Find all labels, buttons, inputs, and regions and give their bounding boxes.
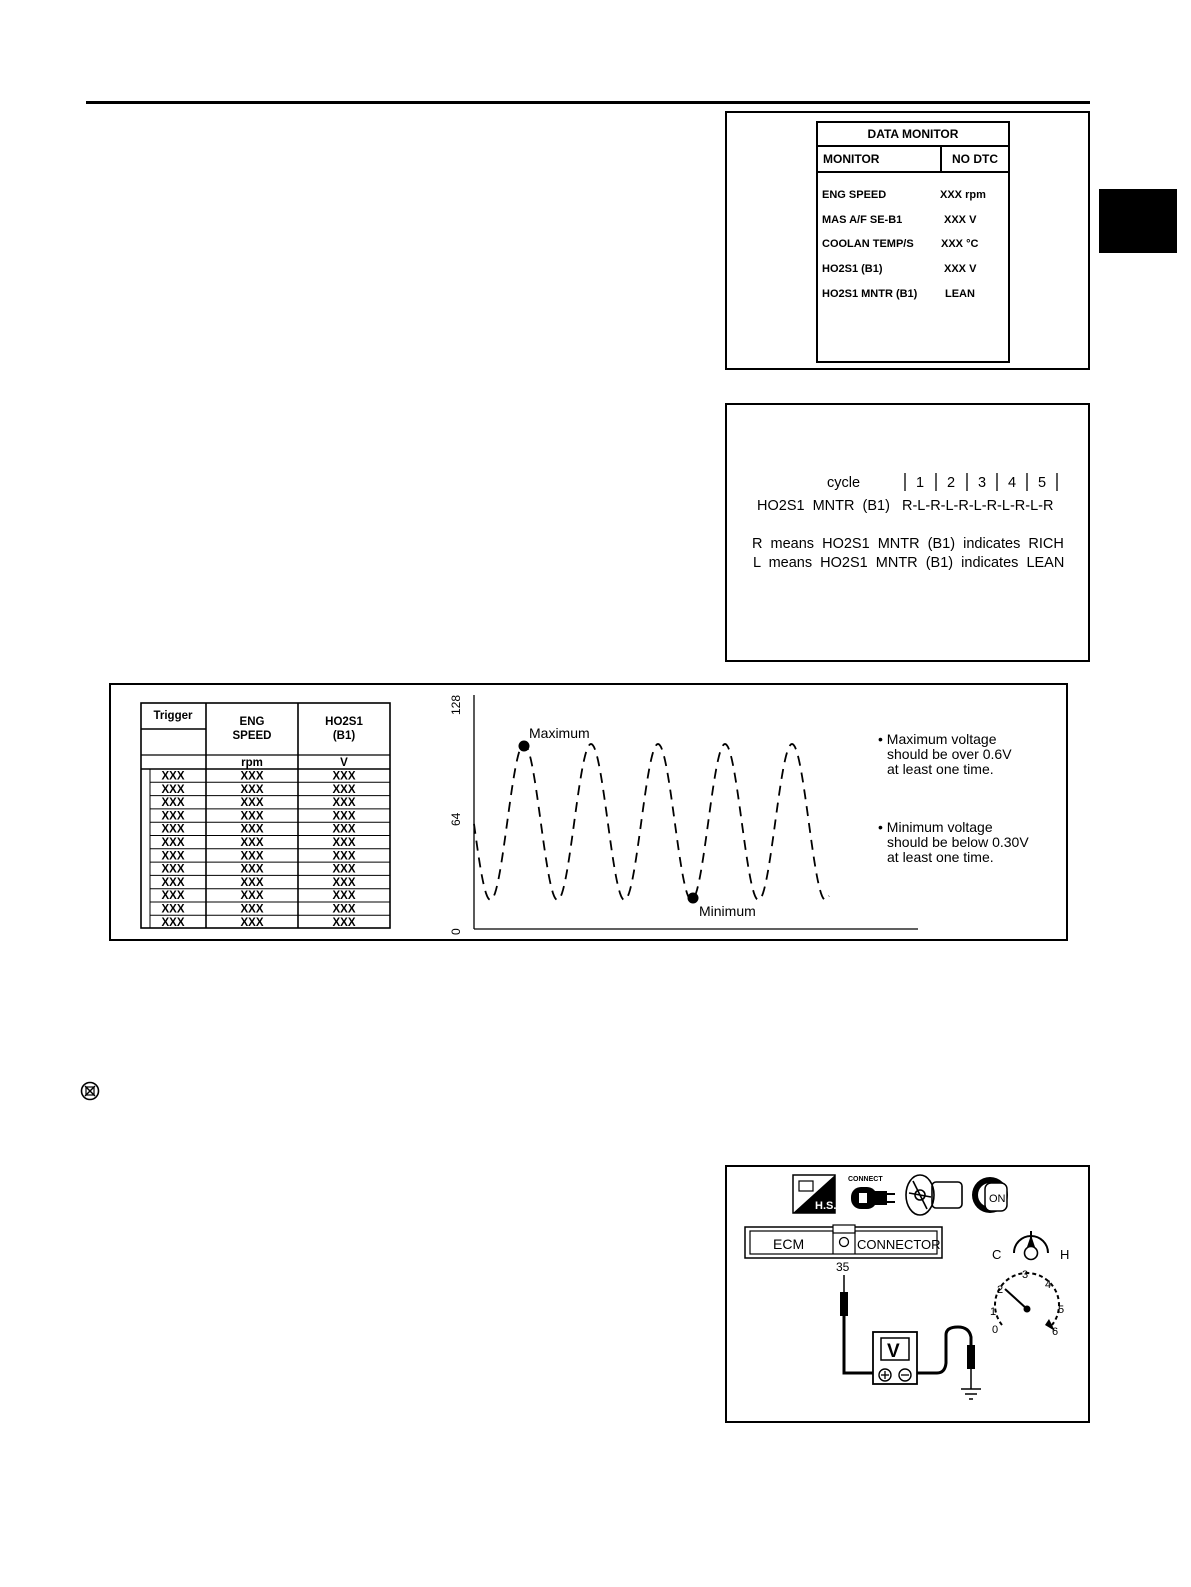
minimum-label: Minimum	[699, 903, 756, 919]
maximum-label: Maximum	[529, 725, 590, 741]
tach-number: 0	[992, 1324, 999, 1336]
waveform-chart	[111, 685, 1066, 939]
connect-plug-icon	[848, 1176, 895, 1209]
table-cell: XXX	[332, 890, 356, 903]
cycle-number: 4	[1008, 475, 1017, 491]
data-monitor-figure	[725, 111, 1090, 370]
temp-cold-label: C	[992, 1247, 1002, 1262]
y-tick-label: 64	[449, 812, 463, 826]
cycle-number: 1	[916, 475, 925, 491]
monitor-column-header: MONITOR	[818, 147, 942, 173]
y-tick-label: 0	[449, 928, 463, 935]
table-cell: XXX	[240, 903, 264, 916]
table-cell: XXX	[161, 876, 185, 889]
tach-number: 5	[1058, 1304, 1065, 1316]
tach-number: 3	[1022, 1269, 1029, 1281]
ho2s1-header: HO2S1	[325, 716, 363, 728]
maximum-point	[519, 741, 530, 752]
tach-number: 2	[997, 1284, 1004, 1296]
table-cell: XXX	[332, 783, 356, 796]
cycle-number: 3	[978, 475, 987, 491]
table-cell: XXX	[161, 810, 185, 823]
rich-definition: R means HO2S1 MNTR (B1) indicates RICH	[752, 536, 1064, 552]
monitor-row	[822, 214, 1004, 232]
section-tab-marker	[1099, 189, 1177, 253]
table-cell: XXX	[161, 783, 185, 796]
table-cell: XXX	[240, 783, 264, 796]
table-cell: XXX	[332, 850, 356, 863]
freeze-frame-waveform-figure	[109, 683, 1068, 941]
table-cell: XXX	[161, 890, 185, 903]
table-cell: XXX	[240, 890, 264, 903]
table-cell: XXX	[161, 837, 185, 849]
min-voltage-note: at least one time.	[887, 849, 994, 865]
ecm-connector	[745, 1225, 942, 1258]
tach-number: 6	[1052, 1326, 1059, 1338]
max-voltage-note: at least one time.	[887, 761, 994, 777]
cycle-label: cycle	[827, 475, 861, 491]
monitor-row	[822, 189, 1004, 207]
ho2s1-voltage-wave	[474, 744, 829, 900]
ho2s1-header: (B1)	[332, 730, 356, 742]
table-cell: XXX	[332, 916, 356, 929]
table-cell: XXX	[161, 797, 185, 810]
monitor-row	[822, 263, 1004, 281]
table-cell: XXX	[161, 916, 185, 929]
table-cell: XXX	[240, 823, 264, 836]
cycle-number: 2	[947, 475, 956, 491]
dtc-status-header: NO DTC	[942, 147, 1008, 173]
table-cell: XXX	[332, 903, 356, 916]
monitor-item-label: COOLAN TEMP/S	[822, 238, 914, 250]
connect-label: CONNECT	[848, 1176, 883, 1183]
table-cell: XXX	[332, 823, 356, 836]
svg-text:H.S.: H.S.	[815, 1200, 837, 1212]
table-cell: XXX	[240, 863, 264, 876]
header-rule	[86, 101, 1090, 104]
eng-speed-header: SPEED	[232, 730, 272, 742]
table-cell: XXX	[161, 903, 185, 916]
data-monitor-title: DATA MONITOR	[818, 123, 1008, 147]
table-cell: XXX	[332, 810, 356, 823]
y-tick-label: 128	[449, 694, 463, 715]
table-cell: XXX	[332, 770, 356, 783]
circuit-diagram	[727, 1167, 1088, 1421]
table-cell: XXX	[161, 823, 185, 836]
table-cell: XXX	[240, 810, 264, 823]
monitor-item-label: HO2S1 (B1)	[822, 263, 883, 275]
ignition-on-label: ON	[989, 1193, 1006, 1205]
table-cell: XXX	[161, 863, 185, 876]
table-cell: XXX	[240, 770, 264, 783]
monitor-item-value: XXX °C	[941, 238, 979, 250]
table-cell: XXX	[161, 770, 185, 783]
rich-lean-sequence: R-L-R-L-R-L-R-L-R-L-R	[902, 498, 1054, 514]
table-cell: XXX	[332, 797, 356, 810]
max-voltage-note: should be over 0.6V	[887, 746, 1012, 762]
tach-number: 4	[1045, 1279, 1052, 1291]
data-monitor-screen	[816, 121, 1010, 363]
rpm-unit: rpm	[241, 757, 263, 769]
min-voltage-note: • Minimum voltage	[878, 819, 993, 835]
monitor-item-label: MAS A/F SE-B1	[822, 214, 903, 226]
monitor-item-value: XXX V	[944, 263, 977, 275]
voltmeter	[873, 1332, 917, 1384]
voltmeter-label: V	[887, 1341, 900, 1362]
monitor-row	[822, 238, 1004, 256]
cycle-explanation-figure	[725, 403, 1090, 662]
voltage-check-figure	[725, 1165, 1090, 1423]
high-speed-icon	[793, 1175, 836, 1213]
monitor-item-value: XXX V	[944, 214, 977, 226]
trigger-header: Trigger	[153, 710, 193, 722]
monitor-item-label: ENG SPEED	[822, 189, 887, 201]
table-cell: XXX	[240, 837, 264, 849]
tachometer-icon	[990, 1269, 1064, 1338]
terminal-number: 35	[836, 1260, 850, 1274]
table-cell: XXX	[240, 876, 264, 889]
table-cell: XXX	[332, 837, 356, 849]
lean-definition: L means HO2S1 MNTR (B1) indicates LEAN	[753, 555, 1065, 571]
connector-label: CONNECTOR	[857, 1237, 941, 1252]
tach-number: 1	[990, 1306, 997, 1318]
monitor-item-value: LEAN	[945, 288, 975, 300]
monitor-item-value: XXX rpm	[940, 189, 986, 201]
table-cell: XXX	[240, 916, 264, 929]
min-voltage-note: should be below 0.30V	[887, 834, 1029, 850]
ignition-key-icon	[972, 1177, 1008, 1213]
max-voltage-note: • Maximum voltage	[878, 731, 997, 747]
no-tools-icon	[80, 1081, 100, 1101]
monitor-row	[822, 288, 1004, 306]
volt-unit: V	[340, 757, 348, 769]
table-cell: XXX	[332, 863, 356, 876]
eng-speed-header: ENG	[239, 716, 265, 728]
minimum-point	[688, 893, 699, 904]
temp-hot-label: H	[1060, 1247, 1070, 1262]
coolant-temp-gauge-icon	[992, 1231, 1069, 1262]
monitor-item-label: HO2S1 MNTR (B1)	[822, 288, 918, 300]
table-cell: XXX	[240, 797, 264, 810]
table-cell: XXX	[161, 850, 185, 863]
engine-icon	[906, 1175, 962, 1215]
table-cell: XXX	[332, 876, 356, 889]
ecm-label: ECM	[773, 1236, 805, 1252]
table-cell: XXX	[240, 850, 264, 863]
sequence-label: HO2S1 MNTR (B1)	[757, 498, 890, 514]
cycle-number: 5	[1038, 475, 1047, 491]
